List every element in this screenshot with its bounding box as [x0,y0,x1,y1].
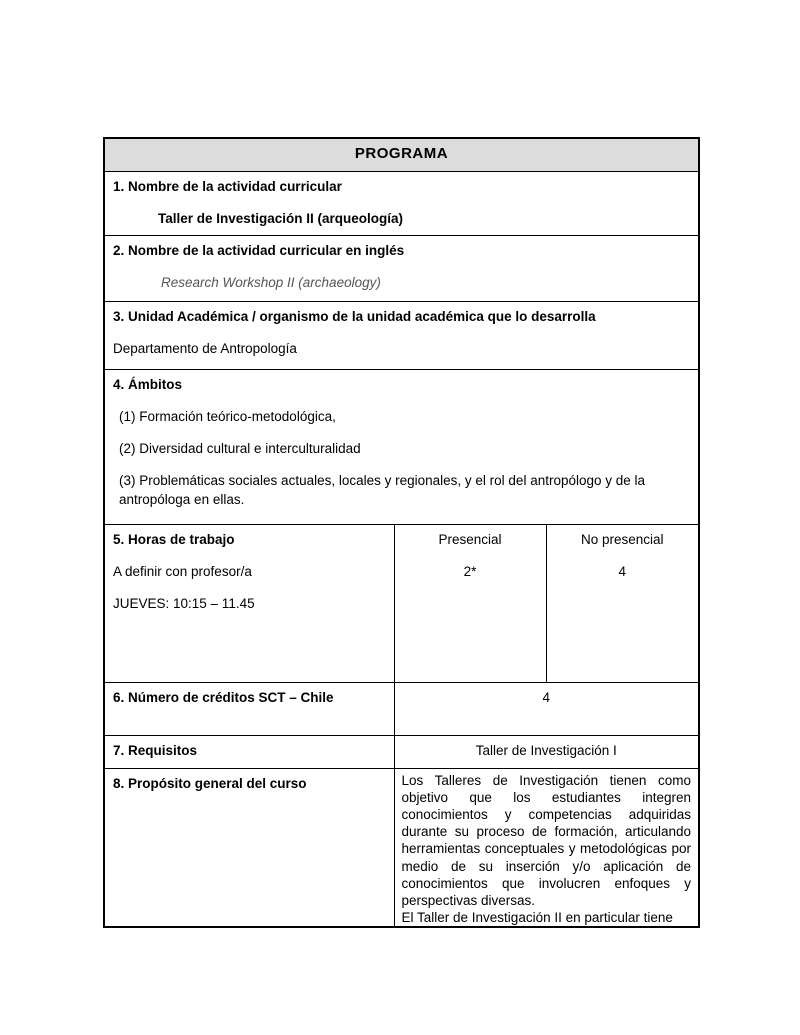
unidad-academica-label: 3. Unidad Académica / organismo de la unidad académica que lo desarrolla [113,308,596,324]
requisitos-value: Taller de Investigación I [394,735,699,768]
nombre-actividad-value: Taller de Investigación II (arqueología) [158,210,404,226]
cell-nombre-actividad [104,171,699,235]
cell-no-presencial [546,524,699,682]
cell-horas-trabajo [104,524,394,682]
ambitos-item-2: (2) Diversidad cultural e interculturalidad [119,440,361,456]
creditos-label: 6. Número de créditos SCT – Chile [104,682,394,735]
row-nombre-ingles [104,235,699,301]
ambitos-item-1: (1) Formación teórico-metodológica, [119,408,336,424]
cell-ambitos [104,369,699,524]
table-header-row [104,138,699,171]
row-nombre-actividad [104,171,699,235]
row-requisitos [104,735,699,768]
proposito-text-cell [394,768,699,927]
proposito-label: 8. Propósito general del curso [104,768,394,927]
horas-trabajo-note1: A definir con profesor/a [113,563,252,579]
unidad-academica-value: Departamento de Antropología [113,340,297,356]
presencial-header: Presencial [438,531,502,547]
creditos-value: 4 [394,682,699,735]
row-unidad-academica [104,301,699,369]
program-title: PROGRAMA [104,138,699,171]
proposito-paragraph-1: Los Talleres de Investigación tienen como objetivo que los estudiantes integren conocimientos y competencias adquiridas durante su proceso de formación, articulando herramientas conceptuales y metodológicas por medio de su inserción y/o aplicación de conocimientos que involucren enfoques y perspectivas diversas. [401,772,692,908]
row-ambitos [104,369,699,524]
row-horas-trabajo [104,524,699,682]
cell-unidad-academica [104,301,699,369]
nombre-ingles-label: 2. Nombre de la actividad curricular en inglés [113,242,405,258]
proposito-paragraph-2: El Taller de Investigación II en particular tiene [401,910,673,926]
no-presencial-header: No presencial [580,531,664,547]
presencial-value: 2* [463,563,477,579]
ambitos-label: 4. Ámbitos [113,376,183,392]
horas-trabajo-label: 5. Horas de trabajo [113,531,235,547]
requisitos-label: 7. Requisitos [104,735,394,768]
horas-trabajo-note2: JUEVES: 10:15 – 11.45 [113,595,255,611]
no-presencial-value: 4 [618,563,627,579]
row-creditos [104,682,699,735]
cell-presencial [394,524,546,682]
cell-nombre-ingles [104,235,699,301]
row-proposito [104,768,699,927]
nombre-actividad-label: 1. Nombre de la actividad curricular [113,178,342,194]
nombre-ingles-value: Research Workshop II (archaeology) [161,274,381,290]
program-table [103,137,700,928]
ambitos-item-3: (3) Problemáticas sociales actuales, locales y regionales, y el rol del antropólogo y de la antropóloga en ellas. [119,472,646,507]
